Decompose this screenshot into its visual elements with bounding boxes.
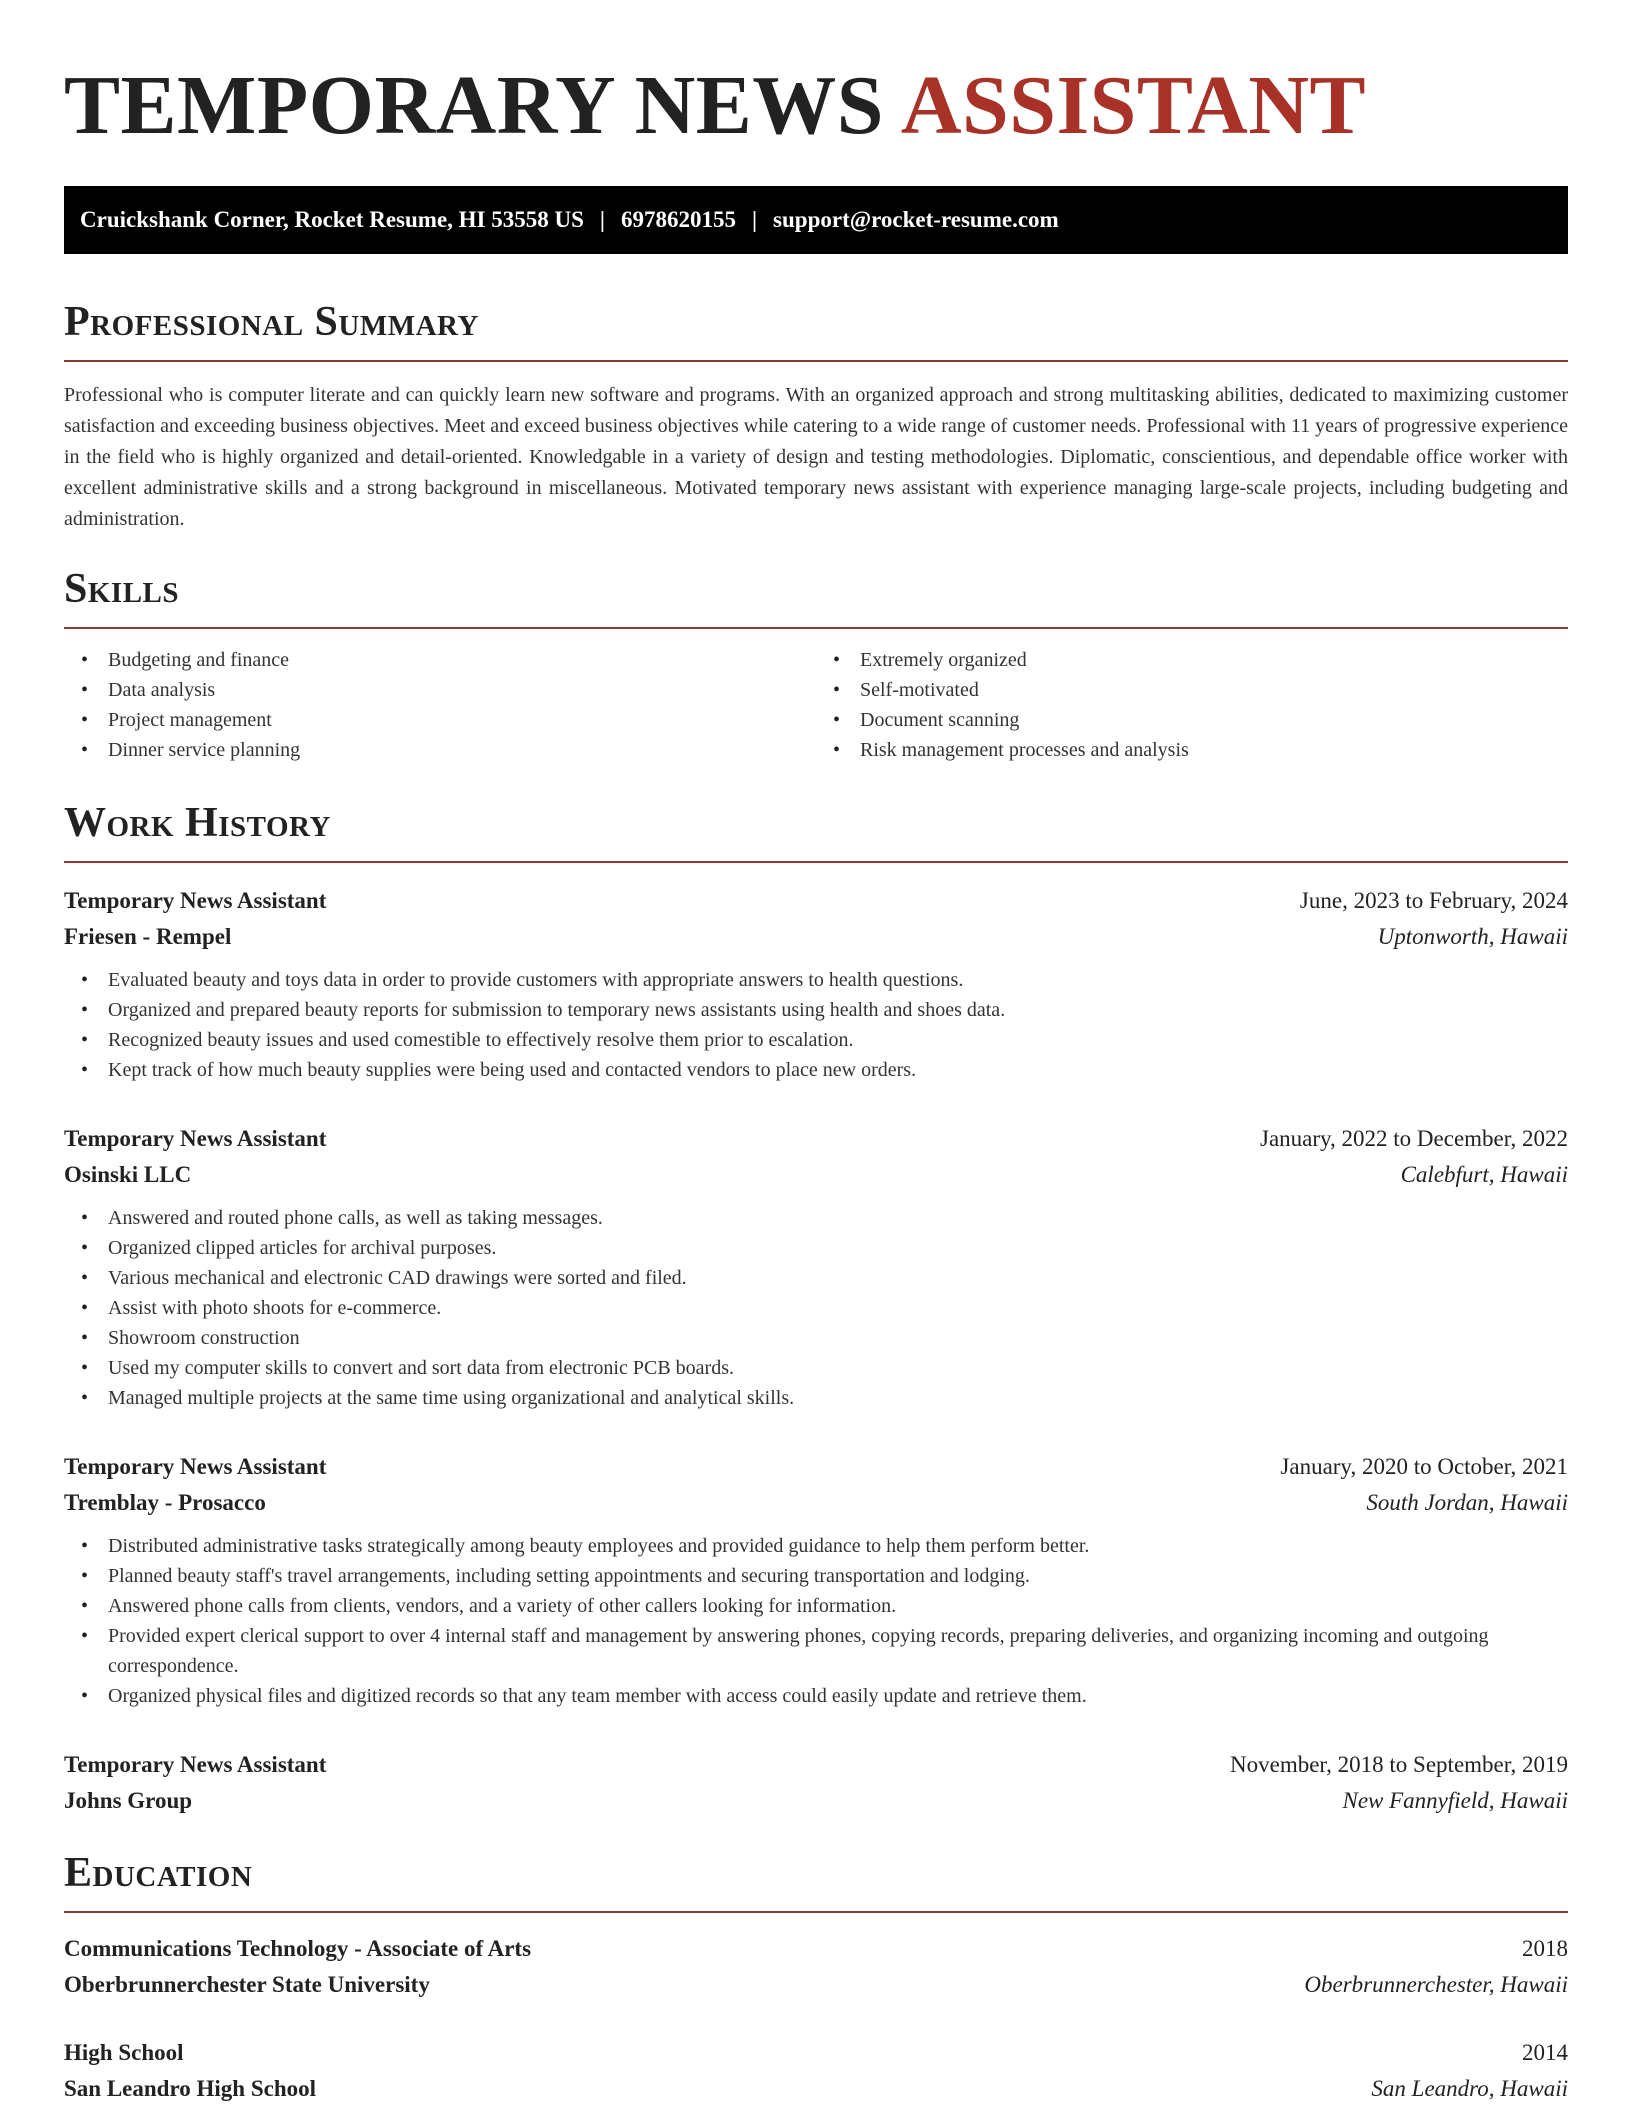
job-bullet: • Evaluated beauty and toys data in order to provide customers with appropriate answers to health questions. — [108, 965, 1568, 995]
job-location: Uptonworth, Hawaii — [1377, 924, 1568, 949]
job-location: New Fannyfield, Hawaii — [1342, 1788, 1568, 1813]
job-entry — [64, 1747, 1568, 1819]
education-year: 2018 — [1522, 1936, 1568, 1961]
job-bullet: • Organized physical files and digitized records so that any team member with access could easily update and retrieve them. — [108, 1681, 1568, 1711]
education-location: San Leandro, Hawaii — [1371, 2076, 1568, 2101]
job-dates: January, 2022 to December, 2022 — [1260, 1126, 1568, 1151]
contact-bar — [64, 186, 1568, 254]
job-bullet: • Provided expert clerical support to over 4 internal staff and management by answering phones, copying records, preparing deliveries, and organizing incoming and outgoing correspondence. — [108, 1621, 1568, 1681]
section-title-work-history: Work History — [64, 800, 331, 846]
contact-separator: | — [599, 207, 605, 232]
job-bullet: • Showroom construction — [108, 1323, 1568, 1353]
skill-item: • Budgeting and finance — [108, 645, 816, 675]
job-dates: November, 2018 to September, 2019 — [1230, 1752, 1568, 1777]
section-divider — [64, 861, 1568, 863]
summary-text: Professional who is computer literate and can quickly learn new software and programs. With an organized approach and strong multitasking abilities, dedicated to maximizing customer satisfaction and exceeding business objectives. Meet and exceed business objectives while catering to a wide range of customer needs. Professional with 11 years of progressive experience in the field who is highly organized and detail-oriented. Knowledgable in a variety of design and testing methodologies. Diplomatic, conscientious, and dependable office worker with excellent administrative skills and a strong background in miscellaneous. Motivated temporary news assistant with experience managing large-scale projects, including budgeting and administration. — [64, 384, 1568, 530]
job-company: Friesen - Rempel — [64, 924, 232, 949]
education-section — [64, 1849, 1568, 2107]
skill-item: • Extremely organized — [860, 645, 1568, 675]
name-accent: ASSISTANT — [900, 59, 1367, 152]
job-dates: January, 2020 to October, 2021 — [1280, 1454, 1568, 1479]
job-header — [64, 1449, 1568, 1485]
education-school: Oberbrunnerchester State University — [64, 1972, 430, 1997]
skill-item: • Dinner service planning — [108, 735, 816, 765]
skill-item: • Document scanning — [860, 705, 1568, 735]
job-header — [64, 1747, 1568, 1783]
work-history-section — [64, 799, 1568, 1819]
job-bullet: • Various mechanical and electronic CAD drawings were sorted and filed. — [108, 1263, 1568, 1293]
contact-phone: 6978620155 — [620, 207, 736, 232]
section-title-education: Education — [64, 1850, 253, 1896]
job-bullet: • Answered and routed phone calls, as well as taking messages. — [108, 1203, 1568, 1233]
job-bullets — [64, 1531, 1568, 1711]
job-title: Temporary News Assistant — [64, 1454, 327, 1479]
section-divider — [64, 360, 1568, 362]
contact-address: Cruickshank Corner, Rocket Resume, HI 53558 US — [80, 207, 584, 232]
job-company: Johns Group — [64, 1788, 193, 1813]
job-location: Calebfurt, Hawaii — [1400, 1162, 1568, 1187]
job-subheader — [64, 1485, 1568, 1521]
job-entry — [64, 883, 1568, 1085]
contact-separator: | — [751, 207, 758, 232]
skills-list-left — [64, 645, 816, 765]
education-year: 2014 — [1522, 2040, 1568, 2065]
education-subheader — [64, 2071, 1568, 2107]
job-bullet: • Distributed administrative tasks strategically among beauty employees and provided guidance to help them perform better. — [108, 1531, 1568, 1561]
education-entry — [64, 1931, 1568, 2003]
skill-item: • Data analysis — [108, 675, 816, 705]
skill-item: • Self-motivated — [860, 675, 1568, 705]
skill-item: • Project management — [108, 705, 816, 735]
name-main: TEMPORARY NEWS — [64, 59, 884, 152]
job-company: Osinski LLC — [64, 1162, 192, 1187]
education-subheader — [64, 1967, 1568, 2003]
job-header — [64, 1121, 1568, 1157]
section-divider — [64, 1911, 1568, 1913]
job-title: Temporary News Assistant — [64, 888, 327, 913]
resume-name — [64, 0, 1568, 156]
skill-item: • Risk management processes and analysis — [860, 735, 1568, 765]
job-bullets — [64, 1203, 1568, 1413]
job-subheader — [64, 1783, 1568, 1819]
contact-email: support@rocket-resume.com — [773, 207, 1059, 232]
job-subheader — [64, 919, 1568, 955]
education-location: Oberbrunnerchester, Hawaii — [1304, 1972, 1568, 1997]
section-title-skills: Skills — [64, 566, 180, 612]
job-entry — [64, 1449, 1568, 1711]
job-bullets — [64, 965, 1568, 1085]
education-entry — [64, 2035, 1568, 2107]
section-divider — [64, 627, 1568, 629]
skills-grid — [64, 645, 1568, 765]
education-header — [64, 2035, 1568, 2071]
education-degree: Communications Technology - Associate of Arts — [64, 1936, 532, 1961]
job-bullet: • Managed multiple projects at the same time using organizational and analytical skills. — [108, 1383, 1568, 1413]
job-location: South Jordan, Hawaii — [1366, 1490, 1568, 1515]
job-bullet: • Organized clipped articles for archival purposes. — [108, 1233, 1568, 1263]
job-bullet: • Organized and prepared beauty reports for submission to temporary news assistants using health and shoes data. — [108, 995, 1568, 1025]
job-dates: June, 2023 to February, 2024 — [1299, 888, 1568, 913]
education-school: San Leandro High School — [64, 2076, 317, 2101]
job-bullet: • Recognized beauty issues and used comestible to effectively resolve them prior to escalation. — [108, 1025, 1568, 1055]
section-title-summary: Professional Summary — [64, 299, 479, 345]
job-bullet: • Assist with photo shoots for e-commerce. — [108, 1293, 1568, 1323]
education-header — [64, 1931, 1568, 1967]
job-bullet: • Answered phone calls from clients, vendors, and a variety of other callers looking for information. — [108, 1591, 1568, 1621]
education-degree: High School — [64, 2040, 184, 2065]
job-header — [64, 883, 1568, 919]
job-bullet: • Planned beauty staff's travel arrangements, including setting appointments and securing transportation and lodging. — [108, 1561, 1568, 1591]
job-entry — [64, 1121, 1568, 1413]
job-company: Tremblay - Prosacco — [64, 1490, 266, 1515]
job-bullet: • Used my computer skills to convert and sort data from electronic PCB boards. — [108, 1353, 1568, 1383]
job-title: Temporary News Assistant — [64, 1752, 327, 1777]
skills-section — [64, 565, 1568, 765]
job-subheader — [64, 1157, 1568, 1193]
job-bullet: • Kept track of how much beauty supplies were being used and contacted vendors to place new orders. — [108, 1055, 1568, 1085]
job-title: Temporary News Assistant — [64, 1126, 327, 1151]
skills-list-right — [816, 645, 1568, 765]
summary-section — [64, 298, 1568, 535]
